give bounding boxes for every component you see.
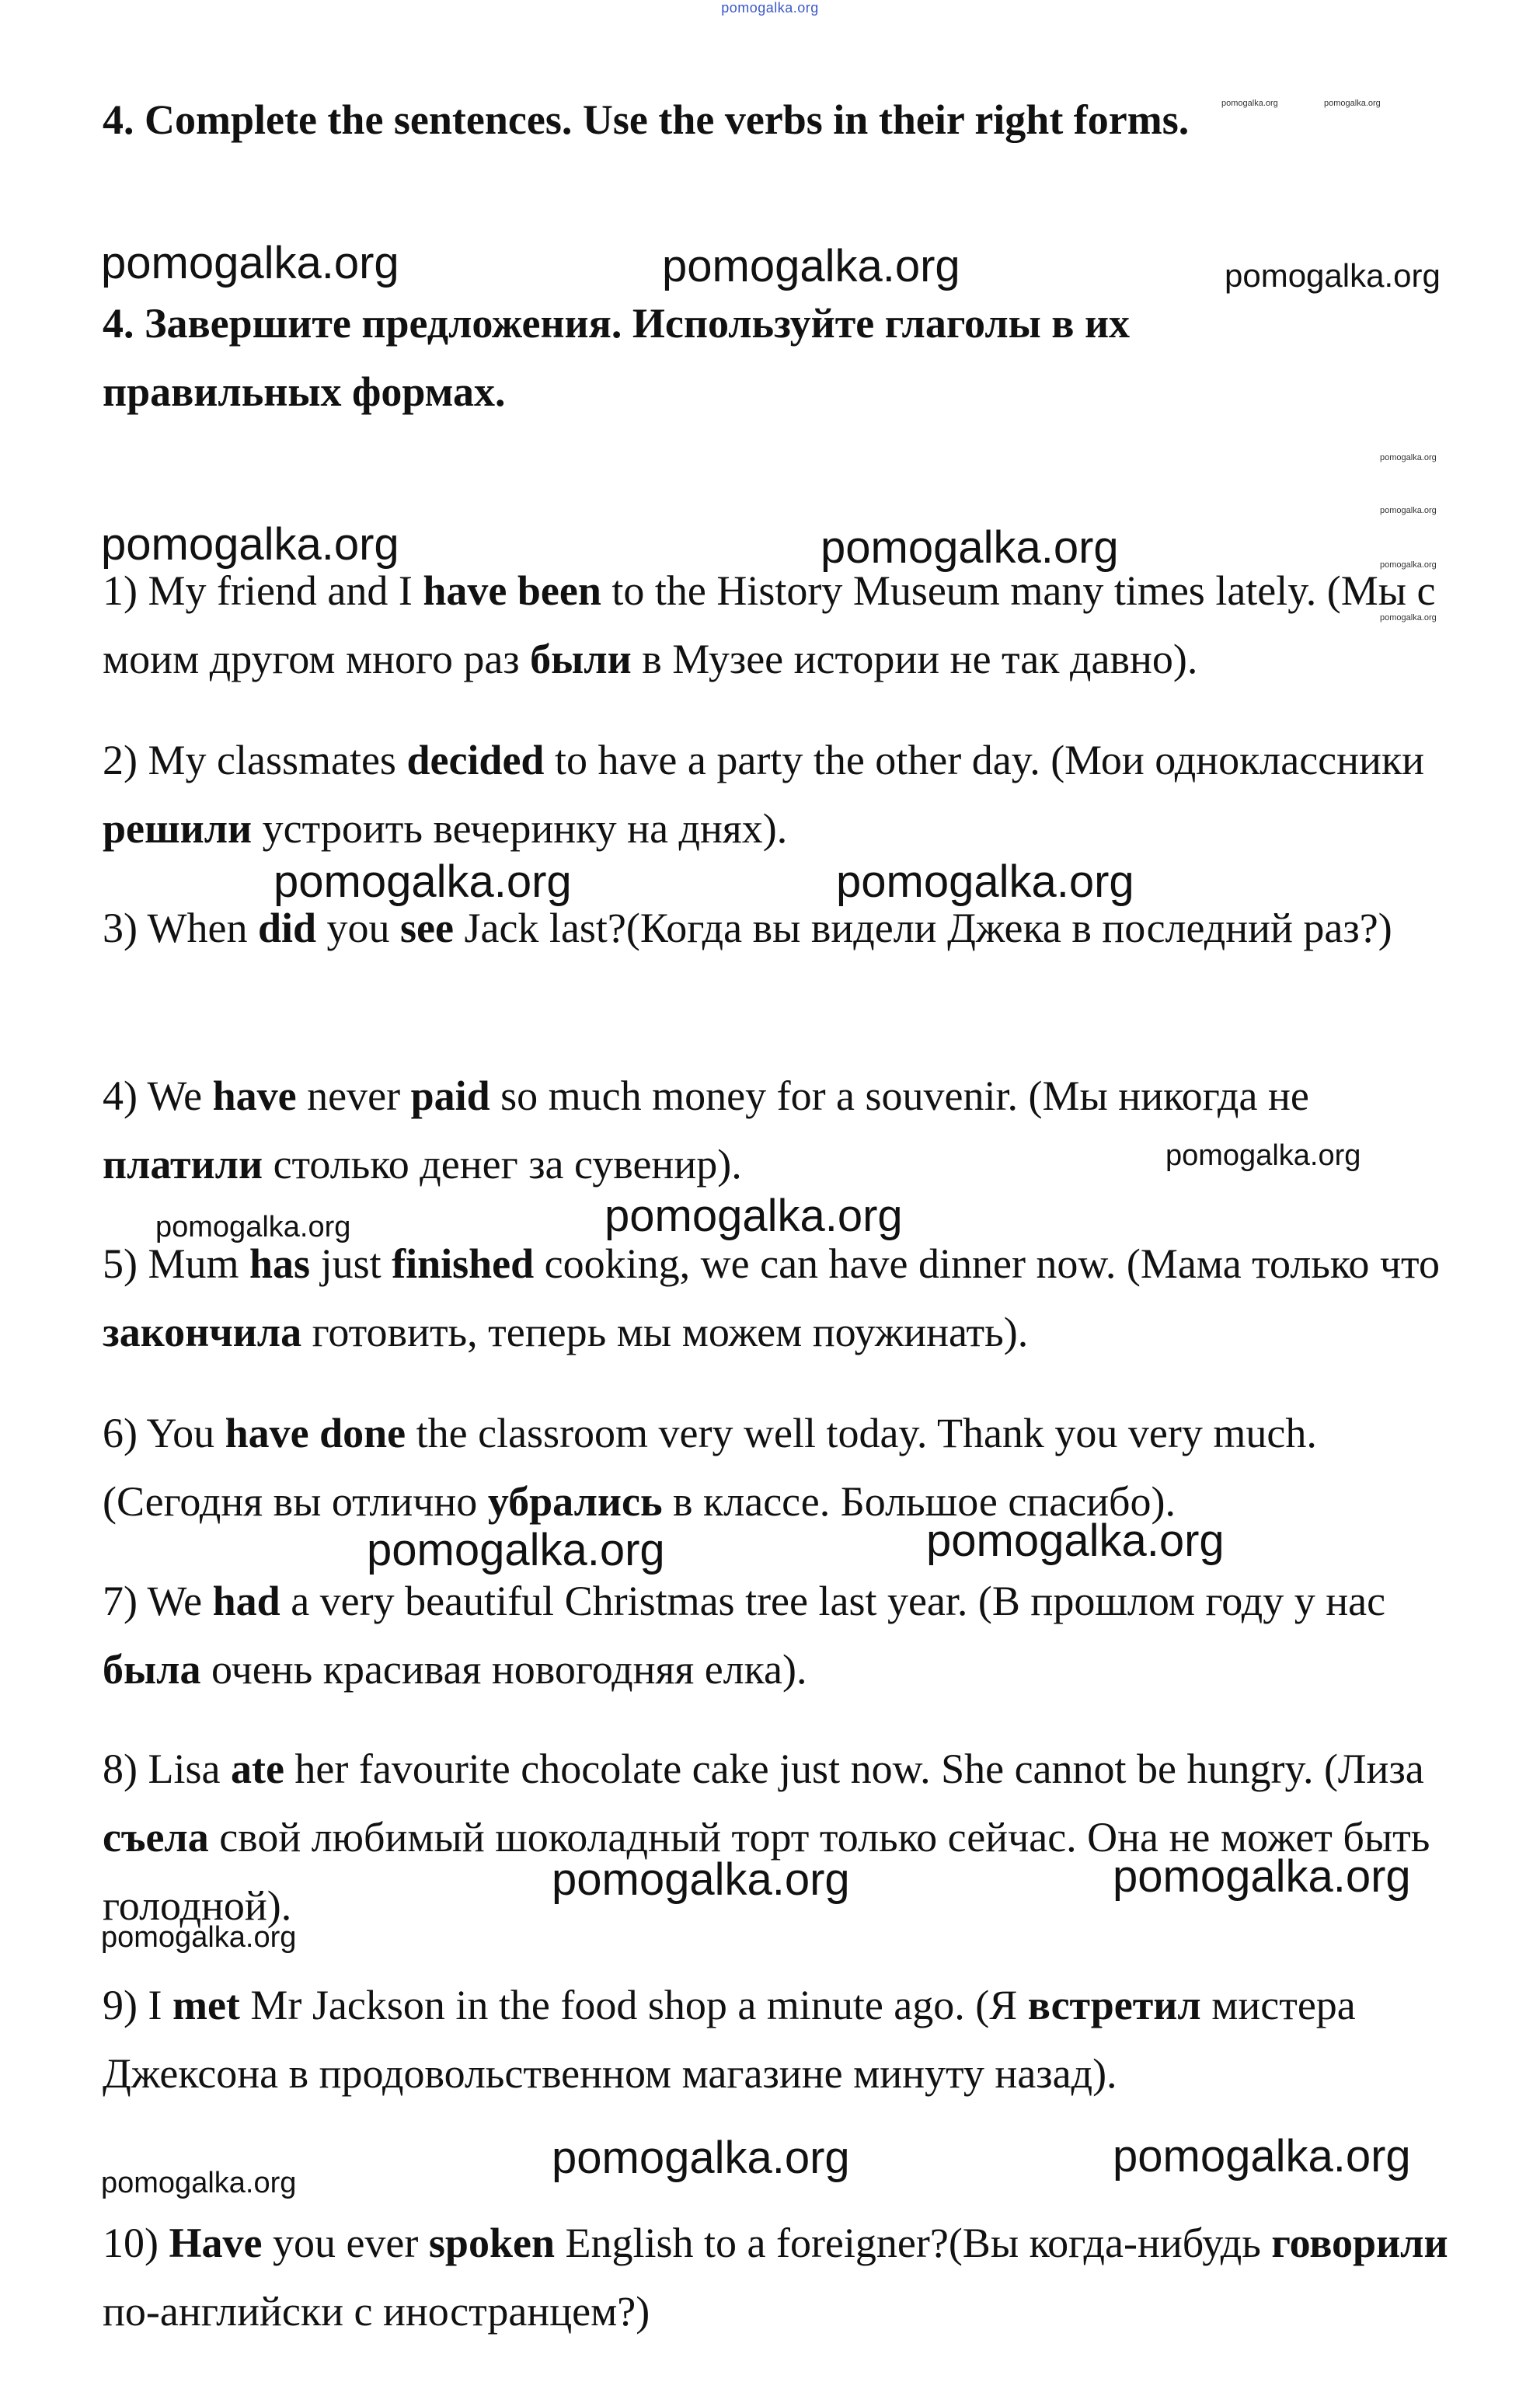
watermark: pomogalka.org [101, 1921, 297, 1954]
watermark: pomogalka.org [1113, 1851, 1411, 1902]
answer-3: 3) When did you see Jack last?(Когда вы видели Джека в последний раз?) [103, 905, 1392, 951]
watermark: pomogalka.org [1380, 453, 1437, 462]
watermark: pomogalka.org [836, 856, 1134, 907]
answer-7: 7) We had a very beautiful Christmas tree last year. (В прошлом году у нас была очень красивая новогодняя елка). [103, 1578, 1386, 1693]
watermark: pomogalka.org [155, 1211, 351, 1243]
answer-6: 6) You have done the classroom very well today. Thank you very much. (Сегодня вы отлично убрались в классе. Большое спасибо). [103, 1410, 1317, 1525]
watermark: pomogalka.org [552, 1854, 850, 1905]
watermark: pomogalka.org [101, 519, 399, 570]
watermark: pomogalka.org [101, 2167, 297, 2199]
answer-1: 1) My friend and I have been to the History Museum many times lately. (Мы с моим другом много раз были в Музее истории не так давно). [103, 567, 1436, 682]
watermark: pomogalka.org [274, 856, 572, 907]
answer-10: 10) Have you ever spoken English to a foreigner?(Вы когда-нибудь говорили по-английски с иностранцем?) [103, 2220, 1448, 2335]
watermark: pomogalka.org [821, 522, 1119, 573]
watermark: pomogalka.org [1324, 99, 1381, 108]
answer-9: 9) I met Mr Jackson in the food shop a minute ago. (Я встретил мистера Джексона в продовольственном магазине минуту назад). [103, 1982, 1356, 2097]
watermark: pomogalka.org [926, 1515, 1225, 1566]
watermark: pomogalka.org [1165, 1139, 1361, 1172]
watermark: pomogalka.org [101, 238, 399, 288]
watermark: pomogalka.org [662, 241, 960, 291]
watermark: pomogalka.org [1225, 257, 1441, 294]
task-title-english: 4. Complete the sentences. Use the verbs in their right forms. [103, 96, 1190, 143]
task-title-russian-line1: 4. Завершите предложения. Используйте глаголы в их [103, 300, 1131, 347]
watermark: pomogalka.org [1380, 560, 1437, 570]
answer-8: 8) Lisa ate her favourite chocolate cake just now. She cannot be hungry. (Лиза съела свой любимый шоколадный торт только сейчас. Она не может быть голодной). [103, 1746, 1430, 1929]
answer-5: 5) Mum has just finished cooking, we can have dinner now. (Мама только что закончила готовить, теперь мы можем поужинать). [103, 1240, 1440, 1355]
watermark: pomogalka.org [1380, 613, 1437, 623]
watermark: pomogalka.org [1380, 506, 1437, 515]
answer-2: 2) My classmates decided to have a party the other day. (Мои одноклассники решили устроить вечеринку на днях). [103, 737, 1425, 852]
header-watermark: pomogalka.org [721, 0, 819, 16]
watermark: pomogalka.org [552, 2133, 850, 2183]
watermark: pomogalka.org [605, 1191, 903, 1241]
watermark: pomogalka.org [1221, 99, 1278, 108]
watermark: pomogalka.org [1113, 2131, 1411, 2182]
task-title-russian-line2: правильных формах. [103, 368, 506, 415]
answer-4: 4) We have never paid so much money for a souvenir. (Мы никогда не платили столько денег за сувенир). [103, 1072, 1309, 1188]
watermark: pomogalka.org [367, 1525, 665, 1575]
